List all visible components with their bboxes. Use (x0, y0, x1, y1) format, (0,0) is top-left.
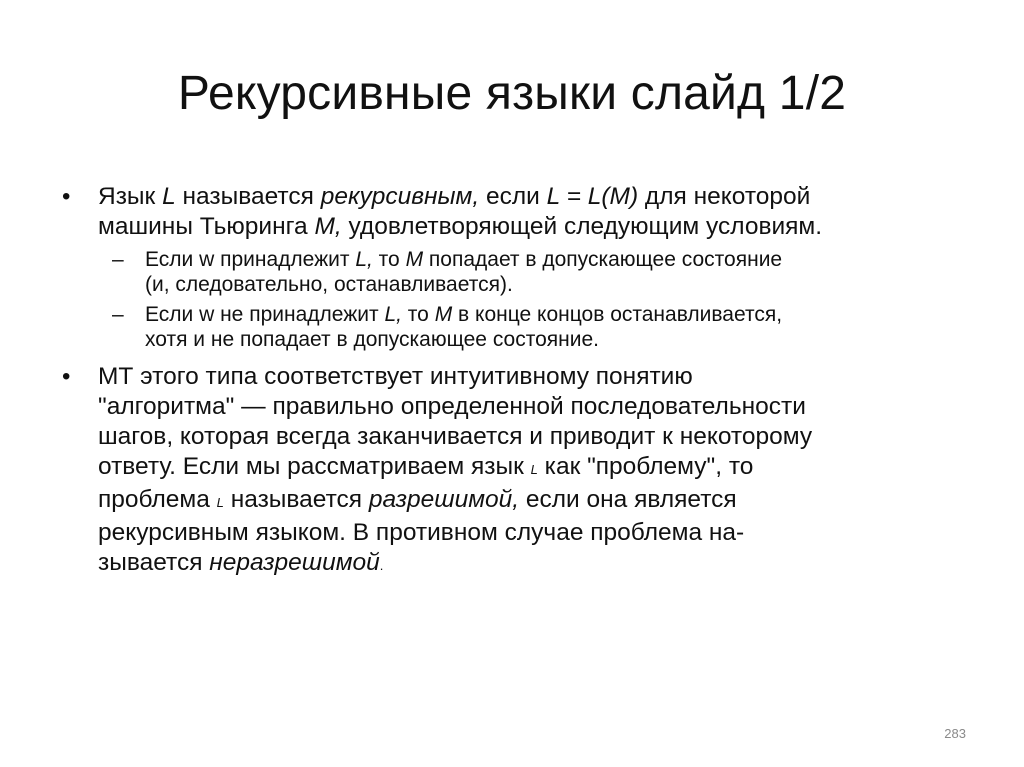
text-run-italic: рекурсивным, (320, 183, 480, 210)
dash-marker: – (112, 248, 124, 271)
text-run-italic: L = L(M) (546, 183, 639, 210)
bullet-marker: • (62, 183, 71, 210)
sub-bullet-line: (и, следовательно, останавливается). (145, 273, 513, 296)
sub-bullet-halts (112, 302, 962, 352)
bullet-line: шагов, которая всегда заканчивается и приводит к некоторому (98, 423, 813, 450)
text-run-italic: L (162, 183, 176, 210)
text-run: зывается (98, 549, 210, 576)
text-run: удовлетворяющей следующим условиям. (341, 213, 823, 240)
text-run-small: . (379, 558, 384, 573)
text-run: Если w принадлежит (145, 248, 356, 271)
bullet-algorithm-notion (62, 362, 962, 581)
text-run-italic: неразрешимой (209, 549, 380, 576)
text-run: то (372, 248, 406, 271)
bullet-line (98, 485, 962, 518)
sub-bullet-line: хотя и не попадает в допускающее состояние. (145, 328, 600, 351)
bullet-line (98, 548, 962, 581)
page-number: 283 (944, 726, 966, 741)
text-run-italic-small: L (530, 462, 538, 477)
text-run-italic-small: L (216, 495, 224, 510)
text-run-italic: L, (355, 248, 373, 271)
text-run-italic: M, (314, 213, 342, 240)
text-run: машины Тьюринга (98, 213, 315, 240)
text-run: называется (223, 486, 369, 513)
spacer (62, 352, 962, 362)
bullet-line: МТ этого типа соответствует интуитивному понятию (98, 363, 693, 390)
bullet-line (98, 452, 962, 485)
text-run: для некоторой (638, 183, 811, 210)
text-run: в конце концов останавливается, (452, 303, 783, 326)
text-run: как "проблему", то (537, 453, 754, 480)
bullet-line: "алгоритма" — правильно определенной последовательности (98, 393, 806, 420)
text-run: проблема (98, 486, 217, 513)
text-run: называется (175, 183, 321, 210)
bullet-recursive-definition (62, 182, 962, 242)
sub-bullet-line (145, 302, 962, 327)
text-run: попадает в допускающее состояние (423, 248, 783, 271)
text-run: если (479, 183, 547, 210)
text-run: ответу. Если мы рассматриваем язык (98, 453, 531, 480)
bullet-line: рекурсивным языком. В противном случае проблема на- (98, 519, 745, 546)
text-run: то (401, 303, 435, 326)
sub-bullet-accepts (112, 247, 962, 297)
text-run: Если w не принадлежит (145, 303, 385, 326)
bullet-marker: • (62, 363, 71, 390)
text-run-italic: M (434, 303, 453, 326)
slide-body (62, 182, 962, 581)
text-run: если она является (519, 486, 737, 513)
text-run: Язык (98, 183, 163, 210)
dash-marker: – (112, 303, 124, 326)
text-run-italic: разрешимой, (368, 486, 520, 513)
bullet-line (98, 182, 962, 212)
bullet-line (98, 212, 962, 242)
slide-title: Рекурсивные языки слайд 1/2 (177, 67, 847, 120)
text-run-italic: M (405, 248, 424, 271)
sub-bullet-line (145, 247, 962, 272)
text-run-italic: L, (384, 303, 402, 326)
